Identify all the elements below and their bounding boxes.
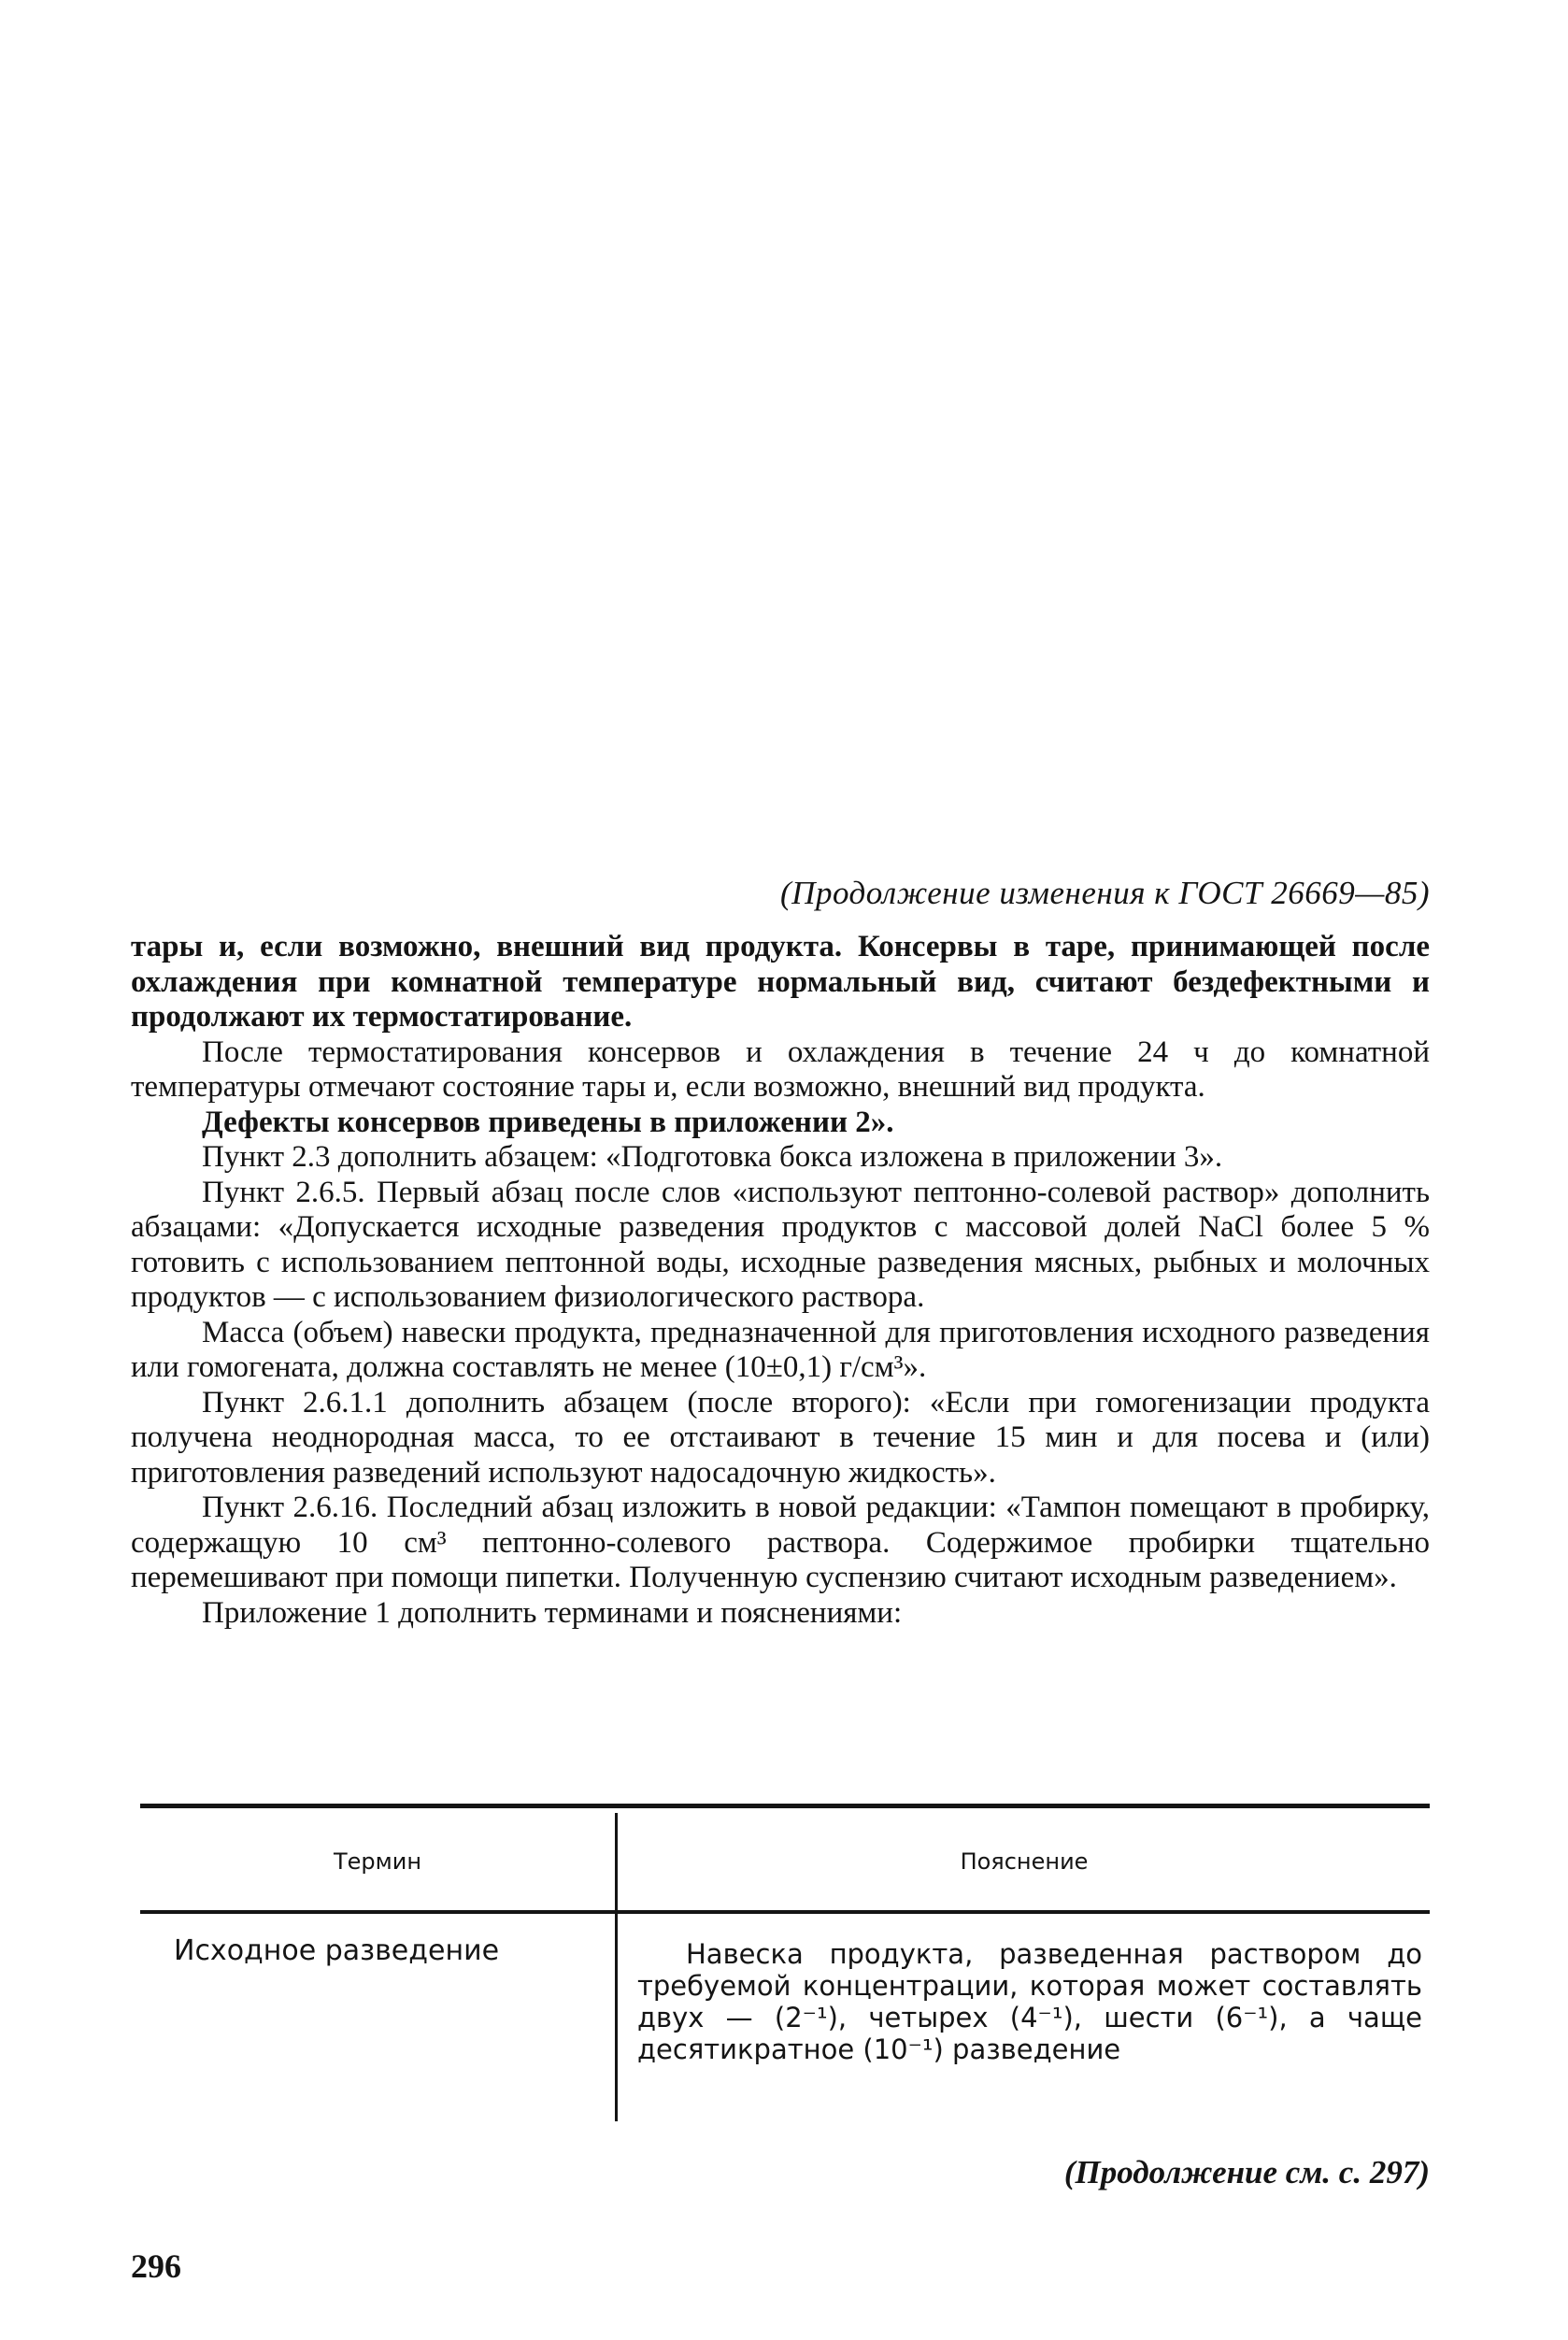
paragraph: Пункт 2.6.16. Последний абзац изложить в новой редакции: «Тампон помещают в пробирку, содержащую 10 см³ пептонно-солевого раствора. Содержимое пробирки тщательно перемешивают при помощи пипетки. Полученную суспензию считают исходным разведением».	[131, 1491, 1430, 1594]
terms-table	[140, 1804, 1430, 2121]
table-header-rule	[140, 1910, 1430, 1914]
table-cell-term: Исходное разведение	[174, 1934, 500, 1967]
paragraph: тары и, если возможно, внешний вид продукта. Консервы в таре, принимающей после охлаждения при комнатной температуре нормальный вид, считают бездефектными и продолжают их термостатирование.	[131, 930, 1430, 1034]
paragraph: Дефекты консервов приведены в приложении 2».	[202, 1105, 894, 1139]
body-text	[131, 930, 1430, 1631]
table-column-divider	[615, 1813, 618, 2121]
paragraph: Пункт 2.6.5. Первый абзац после слов «используют пептонно-солевой раствор» дополнить абзацами: «Допускается исходные разведения продуктов с массовой долей NaCl более 5 % готовить с использованием пептонной воды, исходные разведения мясных, рыбных и молочных продуктов — с использованием физиологического раствора.	[131, 1175, 1430, 1314]
table-header-explanation: Пояснение	[960, 1848, 1089, 1875]
paragraph: Пункт 2.3 дополнить абзацем: «Подготовка бокса изложена в приложении 3».	[202, 1140, 1223, 1174]
paragraph: Масса (объем) навески продукта, предназначенной для приготовления исходного разведения или гомогената, должна составлять не менее (10±0,1) г/см³».	[131, 1315, 1430, 1384]
table-top-rule	[140, 1804, 1430, 1808]
page-number: 296	[131, 2247, 181, 2285]
table-header-term: Термин	[333, 1848, 422, 1875]
table-cell-explanation	[637, 1938, 1422, 2065]
continuation-footer: (Продолжение см. с. 297)	[1063, 2154, 1430, 2190]
paragraph: После термостатирования консервов и охлаждения в течение 24 ч до комнатной температуры отмечают состояние тары и, если возможно, внешний вид продукта.	[131, 1034, 1430, 1104]
paragraph: Пункт 2.6.1.1 дополнить абзацем (после второго): «Если при гомогенизации продукта получена неоднородная масса, то ее отстаивают в течение 15 мин и для посева и (или) приготовления разведений используют надосадочную жидкость».	[131, 1385, 1430, 1490]
table-cell-explanation-text: Навеска продукта, разведенная раствором до требуемой концентрации, которая может составлять двух — (2⁻¹), четырех (4⁻¹), шести (6⁻¹), а чаще десятикратное (10⁻¹) разведение	[637, 1938, 1422, 2065]
paragraph: Приложение 1 дополнить терминами и пояснениями:	[202, 1595, 903, 1630]
continuation-header: (Продолжение изменения к ГОСТ 26669—85)	[780, 875, 1430, 911]
